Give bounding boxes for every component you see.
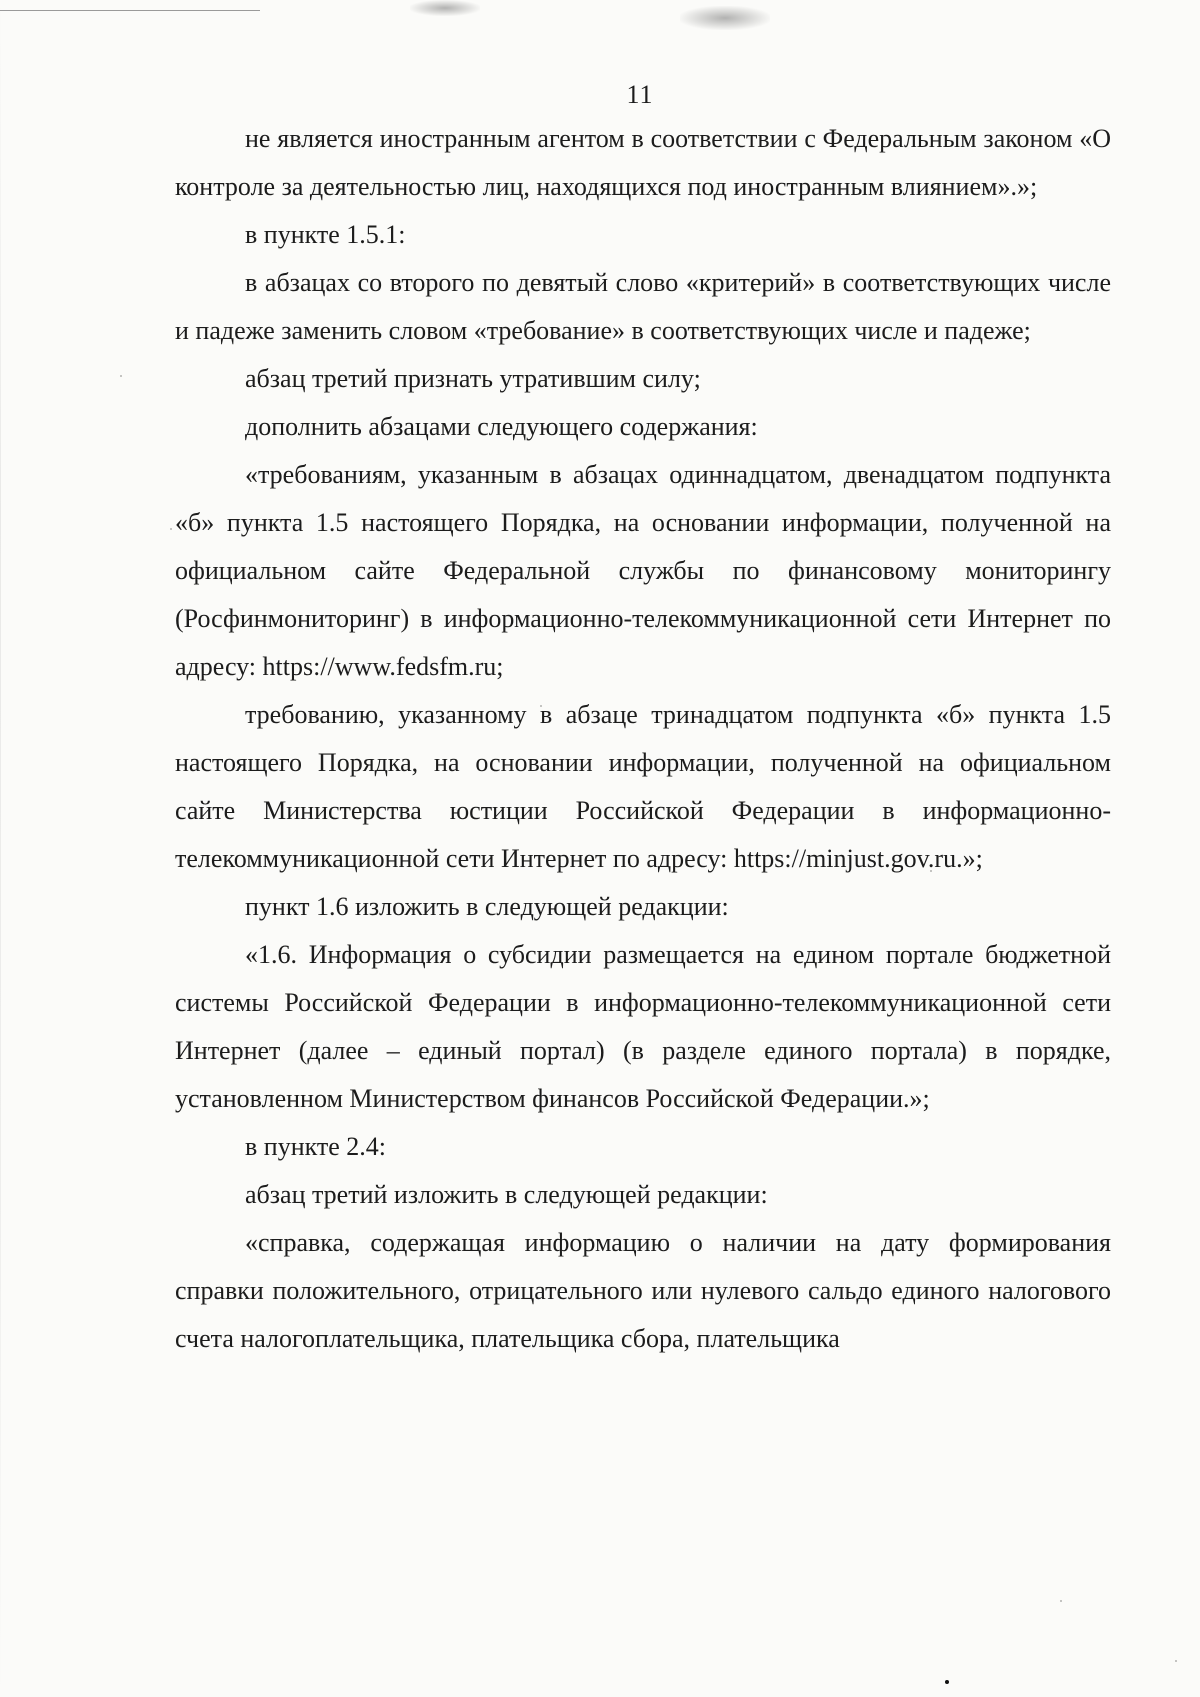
paragraph: «1.6. Информация о субсидии размещается на едином портале бюджетной системы Российской Федерации в информационно-телекоммуникационной сети Интернет (далее – единый портал) (в разделе единого портала) в порядке, установленном Министерством финансов Российской Федерации.»; xyxy=(175,940,1111,1113)
scan-left-edge-shadow xyxy=(0,0,1,1697)
paragraph: «справка, содержащая информацию о наличии на дату формирования справки положительного, отрицательного или нулевого сальдо единого налогового счета налогоплательщика, плательщика сбора, плательщика xyxy=(175,1228,1111,1353)
scan-smudge xyxy=(410,0,480,16)
paragraph: в пункте 1.5.1: xyxy=(245,220,406,249)
scan-speck xyxy=(1175,1660,1177,1662)
page-number: 11 xyxy=(626,80,654,109)
scan-top-edge-line xyxy=(0,10,260,11)
paragraph: в абзацах со второго по девятый слово «критерий» в соответствующих числе и падеже заменить словом «требование» в соответствующих числе и падеже; xyxy=(175,268,1111,345)
paragraph: требованию, указанному в абзаце тринадцатом подпункта «б» пункта 1.5 настоящего Порядка, на основании информации, полученной на официальном сайте Министерства юстиции Российской Федерации в информационно-телекоммуникационной сети Интернет по адресу: https://minjust.gov.ru.»; xyxy=(175,700,1111,873)
paragraph: «требованиям, указанным в абзацах одиннадцатом, двенадцатом подпункта «б» пункта 1.5 настоящего Порядка, на основании информации, полученной на официальном сайте Федеральной службы по финансовому мониторингу (Росфинмониторинг) в информационно-телекоммуникационной сети Интернет по адресу: https://www.fedsfm.ru; xyxy=(175,460,1111,681)
paragraph: абзац третий изложить в следующей редакции: xyxy=(245,1180,768,1209)
scan-smudge xyxy=(680,6,770,30)
scan-speck xyxy=(170,528,172,530)
paragraph: пункт 1.6 изложить в следующей редакции: xyxy=(245,892,729,921)
paragraph: абзац третий признать утратившим силу; xyxy=(245,364,701,393)
paragraph: не является иностранным агентом в соответствии с Федеральным законом «О контроле за деятельностью лиц, находящихся под иностранным влиянием».»; xyxy=(175,124,1111,201)
scan-speck xyxy=(1060,1600,1062,1602)
scan-dot xyxy=(945,1680,949,1684)
paragraph: в пункте 2.4: xyxy=(245,1132,387,1161)
paragraph: дополнить абзацами следующего содержания: xyxy=(245,412,758,441)
document-body xyxy=(175,115,1111,1363)
scan-speck xyxy=(120,375,122,377)
